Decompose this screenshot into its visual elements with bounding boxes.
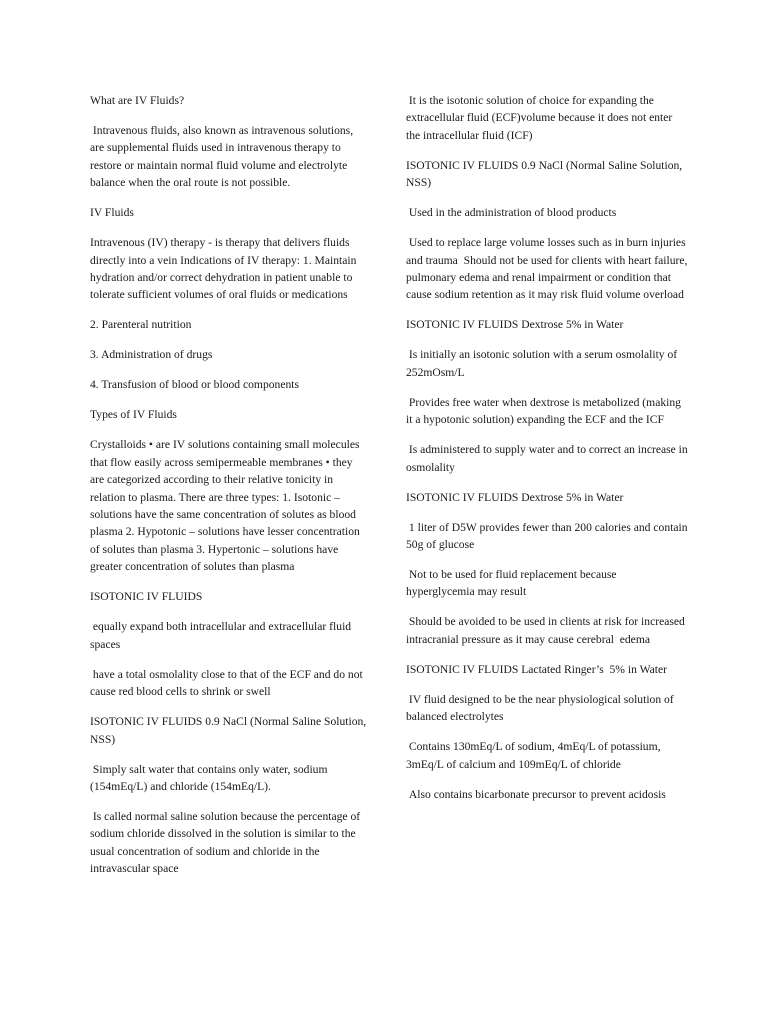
paragraph: ISOTONIC IV FLUIDS 0.9 NaCl (Normal Saline Solution, NSS) [406, 158, 686, 190]
paragraph: ISOTONIC IV FLUIDS Dextrose 5% in Water [406, 490, 624, 504]
paragraph: Provides free water when dextrose is metabolized (making it a hypotonic solution) expanding the ECF and the ICF [406, 395, 684, 427]
paragraph: Contains 130mEq/L of sodium, 4mEq/L of potassium, 3mEq/L of calcium and 109mEq/L of chloride [406, 740, 664, 771]
paragraph: ISOTONIC IV FLUIDS Dextrose 5% in Water [406, 318, 624, 332]
paragraph: Intravenous (IV) therapy - is therapy that delivers fluids directly into a vein Indications of IV therapy: 1. Maintain hydration and/or correct dehydration in patient unable to tolerate sufficient volumes of oral fluids or medications [90, 236, 360, 302]
paragraph: Used in the administration of blood products [406, 206, 617, 220]
paragraph: Simply salt water that contains only water, sodium (154mEq/L) and chloride (154mEq/L). [90, 762, 331, 793]
paragraph: It is the isotonic solution of choice for expanding the extracellular fluid (ECF)volume because it does not enter the intracellular fluid (ICF) [406, 94, 676, 142]
paragraph: 4. Transfusion of blood or blood components [90, 378, 302, 392]
paragraph: 2. Parenteral nutrition [90, 318, 192, 332]
paragraph: Not to be used for fluid replacement because hyperglycemia may result [406, 568, 620, 599]
paragraph: Also contains bicarbonate precursor to prevent acidosis [406, 787, 666, 801]
paragraph: Types of IV Fluids [90, 408, 177, 422]
paragraph: equally expand both intracellular and extracellular fluid spaces [90, 620, 354, 651]
paragraph: Should be avoided to be used in clients at risk for increased intracranial pressure as it may cause cerebral edema [406, 615, 688, 646]
paragraph: Is initially an isotonic solution with a serum osmolality of 252mOsm/L [406, 348, 681, 379]
paragraph: Used to replace large volume losses such as in burn injuries and trauma Should not be used for clients with heart failure, pulmonary edema and renal impairment or condition that cause sodium retention as it may risk fluid volume overload [406, 236, 691, 302]
paragraph: Intravenous fluids, also known as intravenous solutions, are supplemental fluids used in intravenous therapy to restore or maintain normal fluid volume and electrolyte balance when the oral route is not possible. [90, 124, 356, 190]
paragraph: ISOTONIC IV FLUIDS 0.9 NaCl (Normal Saline Solution, NSS) [90, 715, 370, 746]
paragraph: have a total osmolality close to that of the ECF and do not cause red blood cells to shrink or swell [90, 667, 366, 699]
paragraph: What are IV Fluids? [90, 94, 185, 107]
paragraph: 3. Administration of drugs [90, 348, 213, 362]
paragraph: Is administered to supply water and to correct an increase in osmolality [406, 443, 691, 474]
left-column [90, 92, 368, 890]
paragraph: 1 liter of D5W provides fewer than 200 calories and contain 50g of glucose [406, 520, 691, 552]
paragraph: ISOTONIC IV FLUIDS Lactated Ringer’s 5% in Water [406, 662, 667, 676]
paragraph: ISOTONIC IV FLUIDS [90, 590, 203, 604]
paragraph: Crystalloids • are IV solutions containing small molecules that flow easily across semipermeable membranes • they are categorized according to their relative tonicity in relation to plasma. There are three types: 1. Isotonic – solutions have the same concentration of solutes as blood plasma 2. Hypotonic – solutions have lesser concentration of solutes than plasma 3. Hypertonic – solutions have greater concentration of solutes than plasma [90, 438, 363, 574]
paragraph: IV fluid designed to be the near physiological solution of balanced electrolytes [406, 692, 677, 724]
right-column [406, 92, 691, 816]
paragraph: IV Fluids [90, 206, 134, 220]
paragraph: Is called normal saline solution because the percentage of sodium chloride dissolved in the solution is similar to the usual concentration of sodium and chloride in the intravascular space [90, 809, 364, 876]
